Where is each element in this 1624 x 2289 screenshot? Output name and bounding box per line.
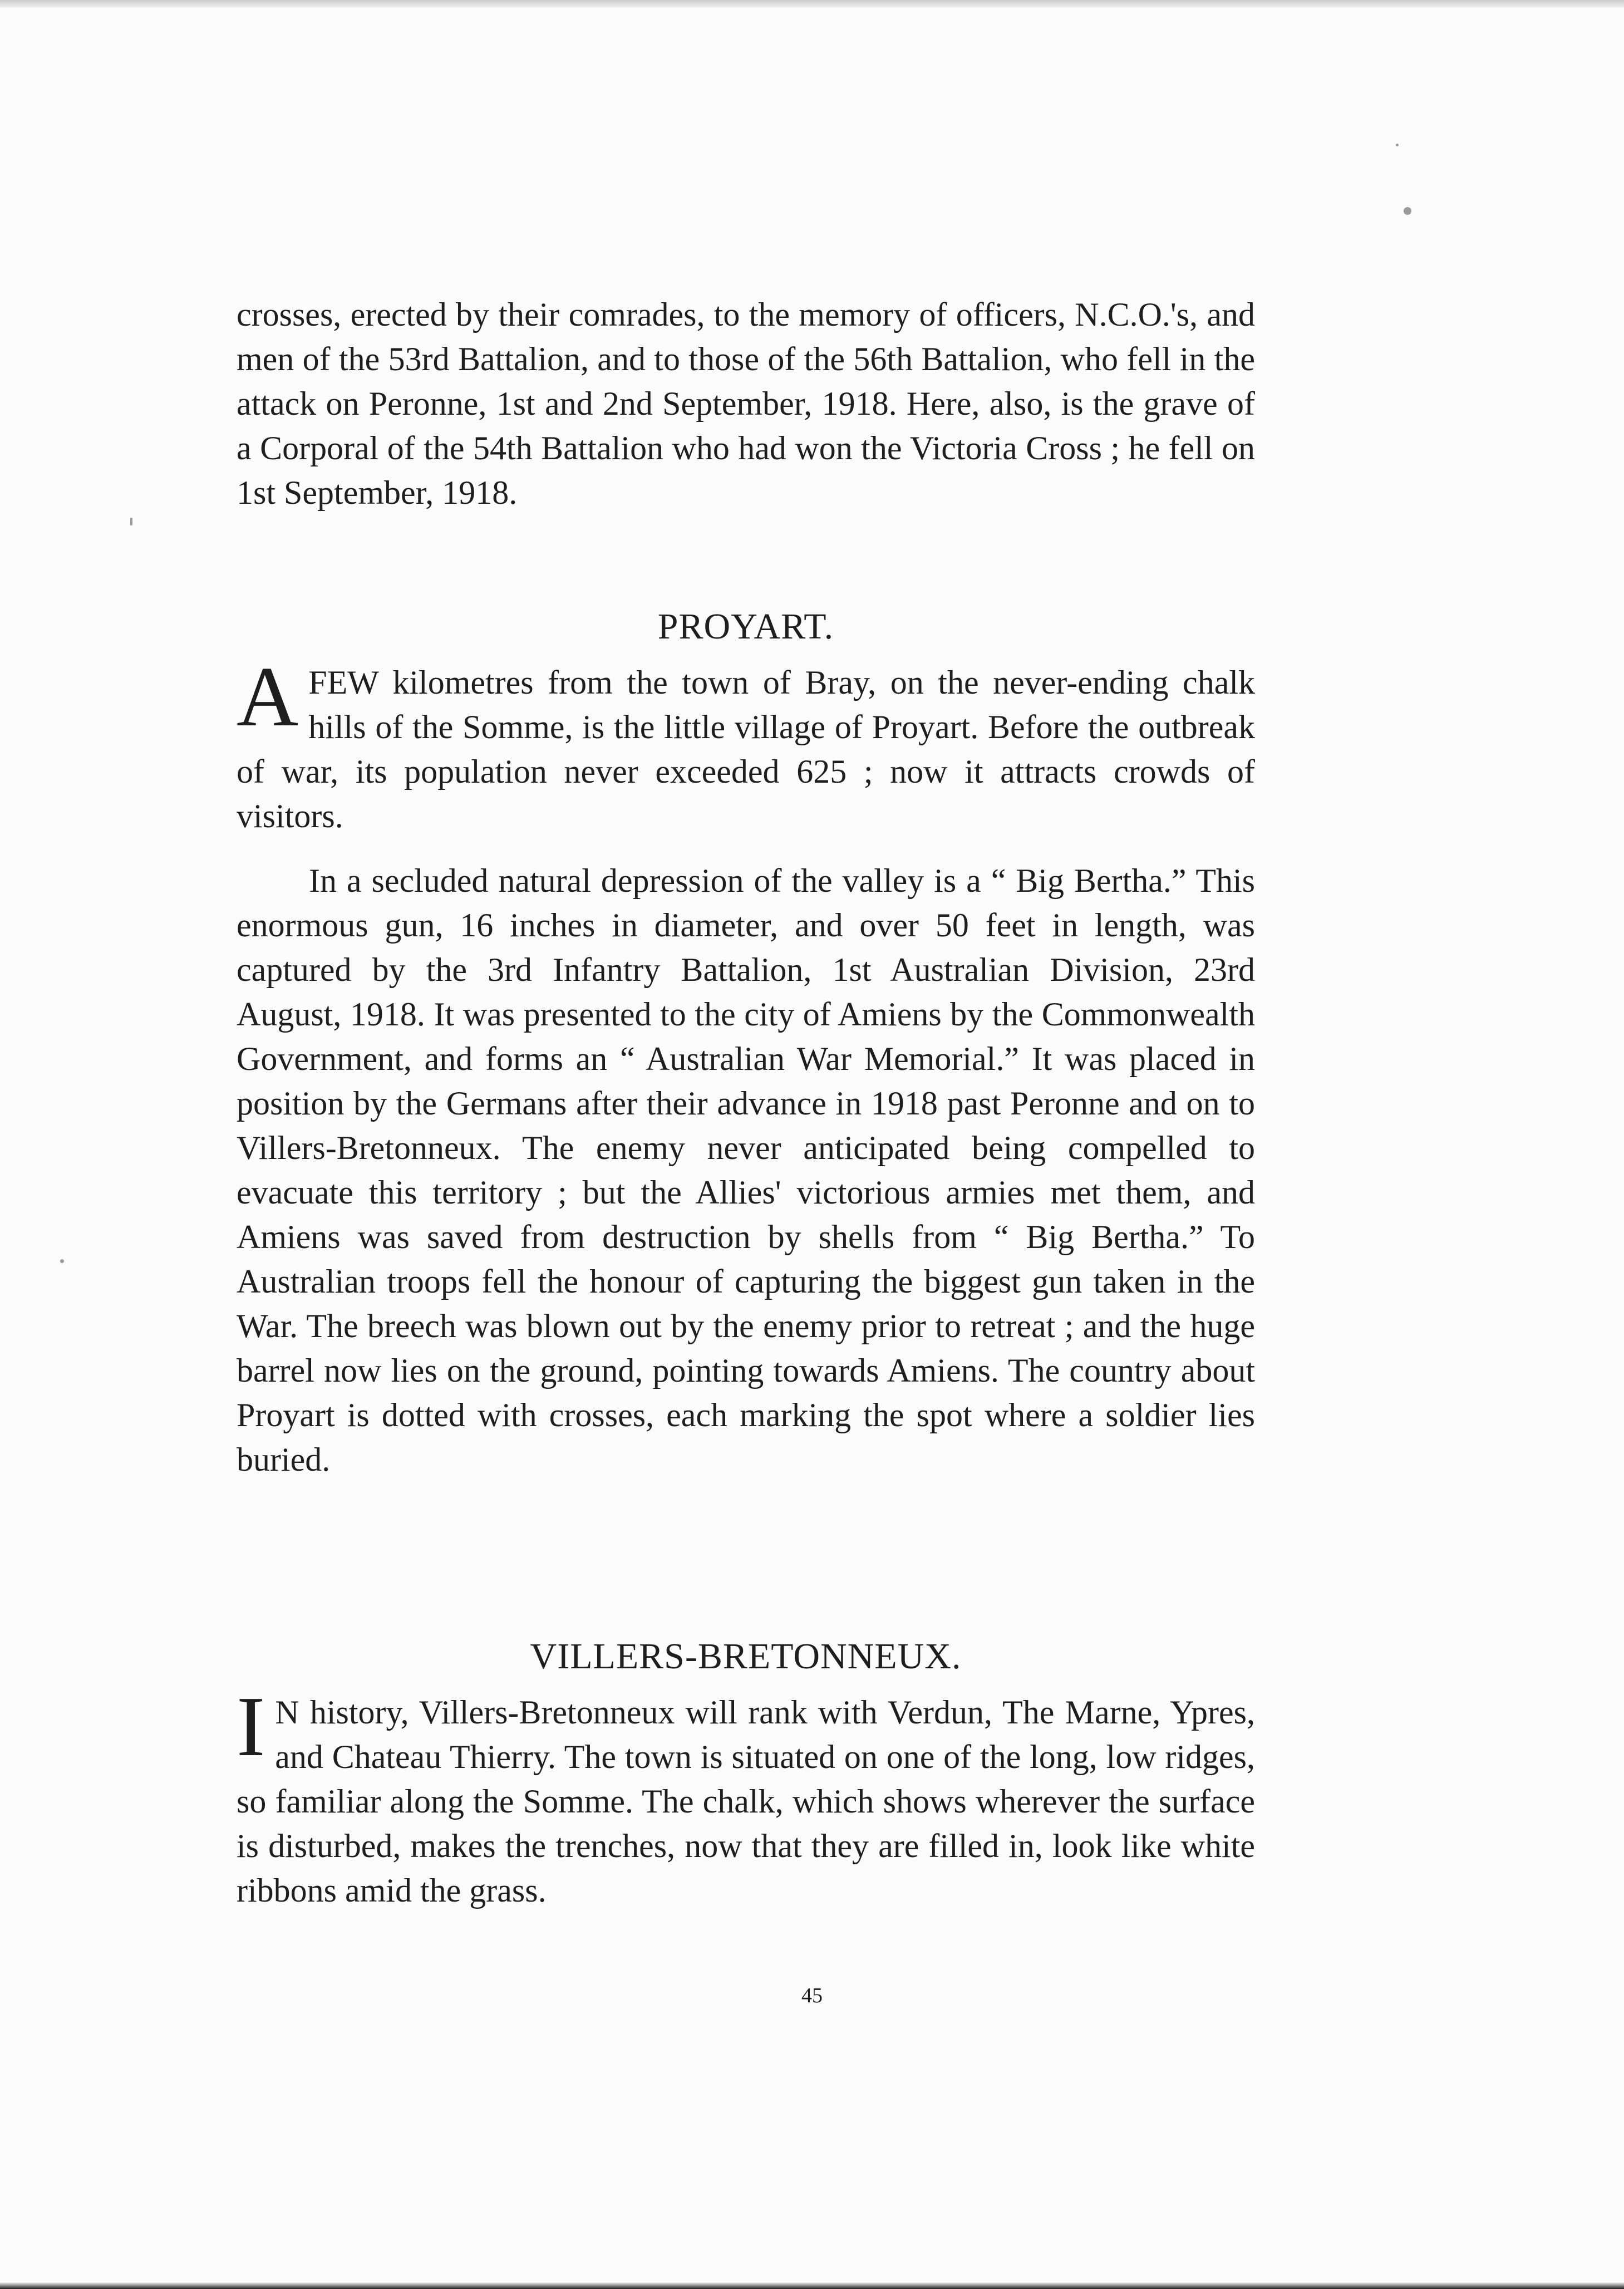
- section-heading-villers-bretonneux: VILLERS-BRETONNEUX.: [530, 1636, 962, 1677]
- paper-speck: [1404, 207, 1411, 215]
- section-body-proyart: [237, 650, 1255, 1482]
- proyart-paragraph-2: In a secluded natural depression of the valley is a “ Big Bertha.” This enormous gun, 16 inches in diameter, and over 50 feet in length, was captured by the 3rd Infantry Battalion, 1st Australian Division, 23rd August, 1918. It was presented to the city of Amiens by the Commonwealth Government, and forms an “ Australian War Memorial.” It was placed in position by the Germans after their advance in 1918 past Peronne and on to Villers-Bretonneux. The enemy never anticipated being compelled to evacuate this territory ; but the Allies' victorious armies met them, and Amiens was saved from destruction by shells from “ Big Bertha.” To Australian troops fell the honour of capturing the biggest gun taken in the War. The breech was blown out by the enemy prior to retreat ; and the huge barrel now lies on the ground, pointing towards Amiens. The country about Proyart is dotted with crosses, each marking the spot where a soldier lies buried.: [237, 862, 1255, 1478]
- paper-speck: [60, 1259, 64, 1263]
- section-body-villers-bretonneux: [237, 1679, 1255, 1913]
- villers-paragraph-1: IN history, Villers-Bretonneux will rank with Verdun, The Marne, Ypres, and Chateau Thierry. The town is situated on one of the long, low ridges, so familiar along the Somme. The chalk, which shows wherever the surface is disturbed, makes the trenches, now that they are filled in, look like white ribbons amid the grass.: [237, 1679, 1255, 1909]
- page-number: 45: [801, 1984, 823, 2007]
- proyart-paragraph-1: AFEW kilometres from the town of Bray, on the never-ending chalk hills of the Somme, is the little village of Proyart. Before the outbreak of war, its population never exceeded 625 ; now it attracts crowds of visitors.: [237, 650, 1255, 834]
- paper-speck: [130, 518, 132, 525]
- intro-paragraph-block: [237, 292, 1255, 515]
- page-bottom-edge: [0, 2282, 1624, 2289]
- intro-paragraph: crosses, erected by their comrades, to the memory of officers, N.C.O.'s, and men of the 53rd Battalion, and to those of the 56th Battalion, who fell in the attack on Peronne, 1st and 2nd September, 1918. Here, also, is the grave of a Corporal of the 54th Battalion who had won the Victoria Cross ; he fell on 1st September, 1918.: [237, 296, 1255, 511]
- section-heading-proyart: PROYART.: [657, 606, 834, 647]
- page-top-edge: [0, 0, 1624, 8]
- paper-speck: [1396, 144, 1399, 146]
